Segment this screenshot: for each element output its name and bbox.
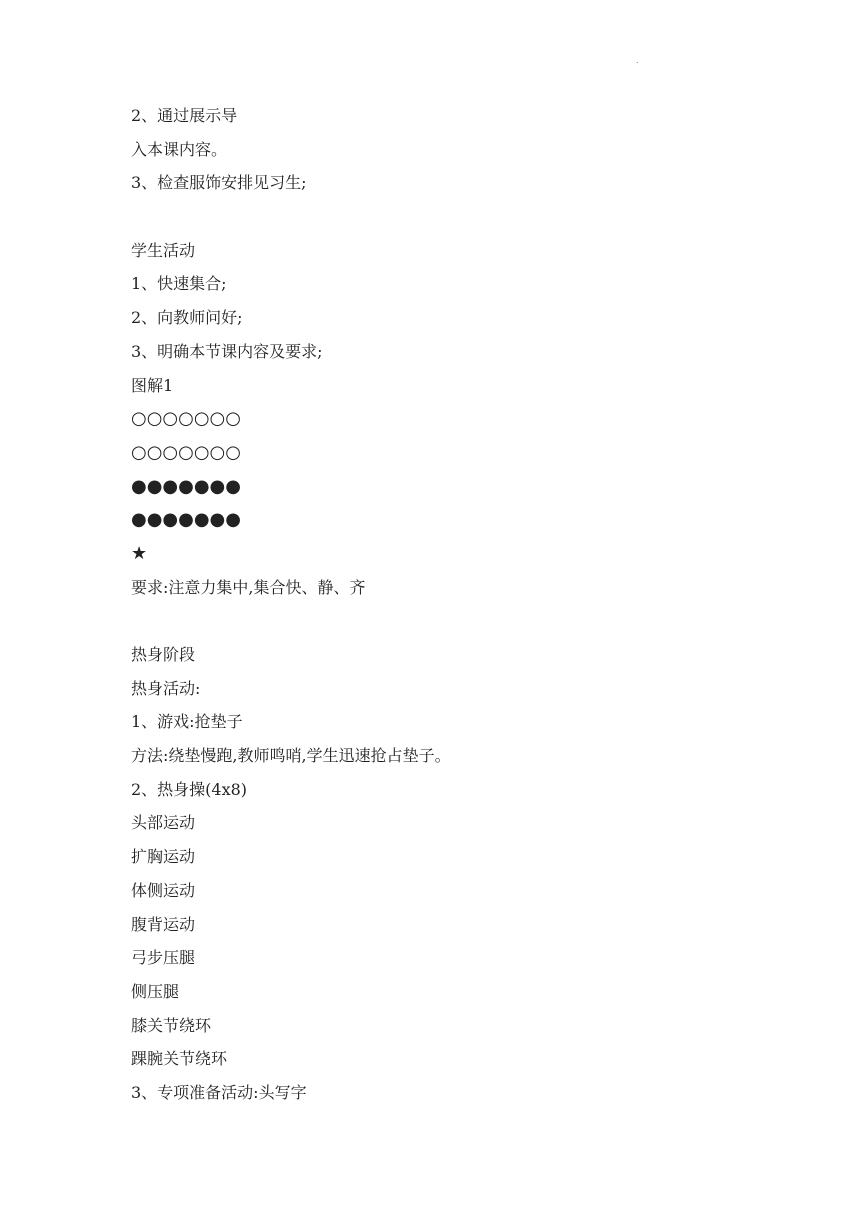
- document-body: [131, 99, 771, 1110]
- warmup-exercise-item: 膝关节绕环: [131, 1015, 212, 1035]
- paragraph-gap: [131, 604, 771, 638]
- student-activity-item: 2、向教师问好;: [131, 308, 243, 328]
- page-corner-mark: .: [636, 56, 639, 65]
- formation-row-filled: ●●●●●●●: [131, 475, 241, 497]
- formation-requirement: 要求:注意力集中,集合快、静、齐: [131, 577, 366, 597]
- warmup-exercise-title: 2、热身操(4x8): [131, 779, 248, 799]
- teacher-star-icon: ★: [131, 542, 148, 564]
- student-activity-heading: 学生活动: [131, 240, 196, 260]
- warmup-exercise-item: 腹背运动: [131, 914, 196, 934]
- warmup-exercise-item: 踝腕关节绕环: [131, 1049, 228, 1069]
- intro-line-1: 2、通过展示导: [131, 106, 238, 125]
- formation-row-filled: ●●●●●●●: [131, 509, 241, 531]
- intro-line-3: 3、检查服饰安排见习生;: [131, 173, 307, 193]
- paragraph-gap: [131, 200, 771, 234]
- formation-row-hollow: ○○○○○○○: [131, 441, 241, 463]
- warmup-game: 1、游戏:抢垫子: [131, 712, 243, 732]
- warmup-exercise-item: 侧压腿: [131, 981, 180, 1001]
- student-activity-item: 3、明确本节课内容及要求;: [131, 341, 323, 361]
- warmup-exercise-item: 体侧运动: [131, 880, 196, 900]
- formation-row-hollow: ○○○○○○○: [131, 408, 241, 430]
- warmup-subheading: 热身活动:: [131, 678, 201, 698]
- warmup-exercise-item: 弓步压腿: [131, 948, 196, 968]
- warmup-exercise-item: 扩胸运动: [131, 847, 196, 867]
- student-activity-item: 1、快速集合;: [131, 274, 227, 294]
- warmup-heading: 热身阶段: [131, 645, 196, 664]
- intro-line-2: 入本课内容。: [131, 139, 228, 159]
- warmup-game-method: 方法:绕垫慢跑,教师鸣哨,学生迅速抢占垫子。: [131, 746, 451, 766]
- diagram-title: 图解1: [131, 375, 174, 395]
- warmup-exercise-item: 头部运动: [131, 813, 196, 833]
- warmup-special-activity: 3、专项准备活动:头写字: [131, 1082, 307, 1102]
